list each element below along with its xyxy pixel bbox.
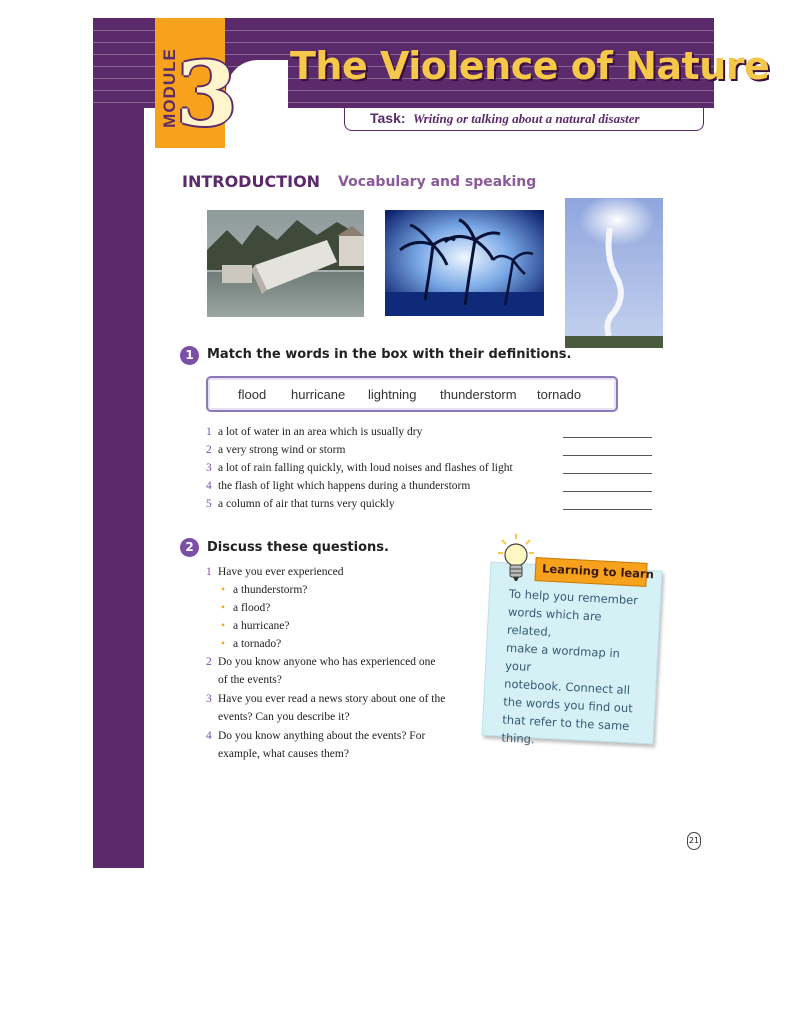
question-4: 4 Do you know anything about the events? For	[206, 730, 426, 742]
question-3: 3 Have you ever read a news story about one of the	[206, 693, 446, 705]
definition-2: 2 a very strong wind or storm	[206, 444, 346, 456]
question-1-bullet-3: • a hurricane?	[221, 620, 290, 632]
question-1-bullet-1: • a thunderstorm?	[221, 584, 308, 596]
note-text: To help you remember words which are related, make a wordmap in your notebook. Connect all the words you find out that refer to the same thing.	[501, 586, 639, 747]
answer-line-3[interactable]	[563, 473, 652, 474]
lightbulb-icon	[497, 533, 535, 587]
question-1-bullet-2: • a flood?	[221, 602, 271, 614]
word-lightning: lightning	[368, 387, 417, 402]
module-number: 3	[176, 42, 238, 146]
exercise-2-instruction: Discuss these questions.	[207, 540, 389, 555]
module-label: MODULE	[160, 48, 179, 128]
page-title: The Violence of Nature	[290, 44, 770, 88]
task-bar	[344, 108, 704, 131]
answer-line-1[interactable]	[563, 437, 652, 438]
left-purple-band	[93, 18, 144, 868]
page-number: 21	[687, 832, 701, 850]
question-2-cont: of the events?	[218, 674, 282, 686]
word-thunderstorm: thunderstorm	[440, 387, 517, 402]
question-1-bullet-4: • a tornado?	[221, 638, 282, 650]
section-title: INTRODUCTION	[182, 172, 321, 191]
word-hurricane: hurricane	[291, 387, 346, 402]
question-2: 2 Do you know anyone who has experienced one	[206, 656, 436, 668]
answer-line-4[interactable]	[563, 491, 652, 492]
question-3-cont: events? Can you describe it?	[218, 711, 350, 723]
answer-line-2[interactable]	[563, 455, 652, 456]
exercise-1-instruction: Match the words in the box with their definitions.	[207, 347, 572, 362]
answer-line-5[interactable]	[563, 509, 652, 510]
learning-to-learn-tag: Learning to learn	[534, 557, 647, 587]
question-4-cont: example, what causes them?	[218, 748, 349, 760]
word-box	[206, 376, 618, 412]
flood-photo	[207, 210, 364, 317]
hurricane-photo	[385, 210, 544, 316]
task-label: Task:	[370, 110, 406, 126]
definition-4: 4 the flash of light which happens during a thunderstorm	[206, 480, 471, 492]
definition-5: 5 a column of air that turns very quickly	[206, 498, 395, 510]
task-text: Writing or talking about a natural disaster	[413, 111, 640, 126]
question-1: 1 Have you ever experienced	[206, 566, 344, 578]
word-tornado: tornado	[537, 387, 582, 402]
tornado-photo	[565, 198, 663, 348]
section-subtitle: Vocabulary and speaking	[338, 174, 537, 190]
learning-to-learn-note	[482, 562, 661, 747]
exercise-1-number: 1	[180, 346, 199, 365]
definition-3: 3 a lot of rain falling quickly, with loud noises and flashes of light	[206, 462, 513, 474]
definition-1: 1 a lot of water in an area which is usually dry	[206, 426, 423, 438]
exercise-2-number: 2	[180, 538, 199, 557]
word-flood: flood	[238, 387, 267, 402]
